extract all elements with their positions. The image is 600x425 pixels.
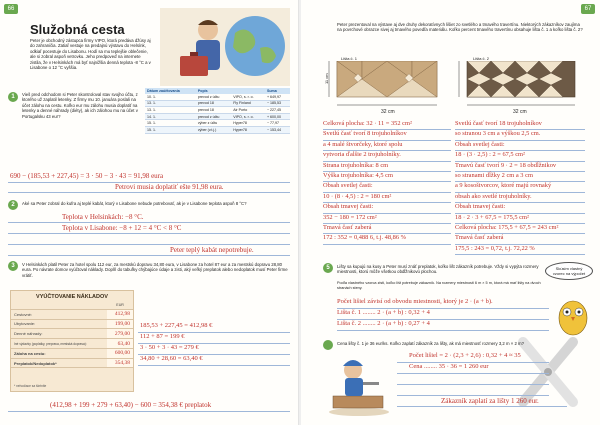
task2-text: Aké sa Peter zobral do kufra aj teplé kabát, ktorý v Lisabone nebude potrebovať, ak je v Lisabone teplota aspoň 8 °C?	[22, 201, 247, 206]
eur-header: EUR	[107, 302, 133, 309]
table-row	[145, 120, 290, 127]
row-value: 600,00	[107, 348, 133, 358]
row-value: 412,98	[107, 309, 133, 319]
final-answer: (412,98 + 199 + 279 + 63,40) − 600 = 354,38 € preplatok	[50, 401, 212, 409]
table-row	[11, 319, 133, 329]
cell: + 649,97	[265, 94, 290, 100]
solution-line: Obsah tmavej časti:	[323, 203, 374, 211]
table-row	[11, 309, 133, 319]
table-row	[11, 302, 133, 309]
solution-line: Obsah tmavej časti:	[455, 203, 506, 211]
solution-line: Tmavá časť zaberá	[455, 234, 504, 242]
task1-answer: Petrovi musia doplatiť ešte 91,98 eura.	[115, 183, 224, 191]
row-value: 279,00	[107, 329, 133, 339]
task5-line3: Lišta č. 2 ........ 2 · (a + b) : 0,27 + 4	[337, 320, 430, 327]
strip1-width: 32 cm	[381, 109, 395, 115]
solution-line: 18 · (3 · 2,5) : 2 = 67,5 cm²	[455, 151, 525, 159]
task6-line1: Počet lišiel = 2 · (2,3 + 2,6) : 0,32 + 4 ≈ 35	[409, 352, 521, 359]
solution-line: 172 : 352 = 0,488 6, t.j. 48,86 %	[323, 234, 406, 242]
cell: prevod 18	[196, 107, 231, 114]
speech-bubble: Skúsim vlastný vzorec na výpočet	[545, 262, 593, 280]
cell: − 153,44	[265, 126, 290, 133]
right-intro-text: Peter prezentoval na výstave aj dve druhy dekoratívnych lišiet zo svetlého a tmavého travertínu. Niektorých zákazníkov zaujíma na povrchové obrazce sivej aj tmavého povedľa materiálu. Koľko percent tmavého travertínu obsahuje lišta č. 1 a koľko lišta č. 2?	[337, 22, 583, 33]
solution-line: obsah ako svetlé trojuholníky.	[455, 192, 532, 200]
strip2-width: 32 cm	[513, 109, 527, 115]
task6-answer: Zákazník zaplatí za lišty 1 260 eur.	[441, 397, 539, 405]
traveler-photo	[160, 8, 290, 86]
col-amount: Suma	[265, 88, 290, 94]
task1-answer-calc: 690 − (185,53 + 227,45) = 3 · 50 − 3 · 43 = 91,98 eura	[10, 172, 164, 180]
cell: + 600,00	[265, 113, 290, 120]
task2-answer: Peter teplý kabát nepotrebuje.	[170, 246, 254, 254]
table-row	[11, 339, 133, 349]
page-title: Služobná cesta	[30, 22, 125, 37]
cell	[11, 302, 107, 309]
cell: 15. 1.	[145, 126, 196, 133]
table-row	[145, 100, 290, 107]
task2-line2: Teplota v Lisabone: −8 + 12 = 4 °C < 8 °C	[62, 224, 182, 232]
task5-line1: Počet lišiel závisí od obvodu miestnosti, ktorý je 2 · (a + b).	[337, 298, 493, 305]
row-label: Denné náhrady:	[11, 329, 107, 339]
answer-line	[8, 234, 290, 245]
cell: prevod z účtu	[196, 94, 231, 100]
task2-line1: Teplota v Helsinkách: −8 °C.	[62, 213, 144, 221]
cell: 15. 1.	[145, 120, 196, 127]
solution-line: so stranami dĺžky 2 cm a 3 cm	[455, 172, 533, 179]
cell: prevod 18	[196, 100, 231, 107]
row-value: 63,40	[107, 339, 133, 349]
strip1-height: 11 cm	[324, 73, 329, 84]
strip2-diagram	[453, 61, 583, 115]
solution-line: Celková plocha: 175,5 + 67,5 = 243 cm²	[455, 224, 559, 231]
task6-text: Cena lišty č. 1 je 36 eur/ks. Koľko zaplatí zákazník za lišty, ak má miestnosť rozmery 3,2 m × 2 m?	[337, 341, 525, 346]
table-row	[145, 113, 290, 120]
cell: 10. 1.	[145, 94, 196, 100]
right-page	[301, 0, 600, 425]
footnote: * nehodiace sa škrtnite	[14, 384, 47, 388]
answer-line	[397, 374, 549, 385]
row-label: Záloha na cestu:	[11, 348, 107, 358]
table-row	[11, 348, 133, 358]
task3-text: V Helsinkách platil Peter za hotel spolu 112 eur, za mestskú dopravu 34,80 eura, v Lisabone za hotel 87 eur a za mestskú dopravu 28,80 eura. Po návrate domov vyúčtoval náklady. Doplň do tabuľky chýbajúce údaje a zisti, aký veľký preplatok alebo nedoplatok musí Peter firme vrátiť.	[22, 262, 288, 278]
cell: 13. 1.	[145, 107, 196, 114]
answer-line	[8, 212, 290, 223]
task-number-2: 2	[8, 200, 18, 210]
cell: − 185,53	[265, 100, 290, 107]
col-date: Dátum zaúčtovania	[145, 88, 196, 94]
row-label: Preplatok/Nedoplatok*	[11, 358, 107, 368]
solution-line: a 9 kosoštvorcov, ktoré majú rovnaký	[455, 182, 552, 190]
expense-table	[11, 302, 133, 368]
cell: Hyper78	[231, 126, 265, 133]
strip1-label: Lišta č. 1	[341, 56, 358, 61]
task-number-3: 3	[8, 261, 18, 271]
expense-report-heading: VYÚČTOVANIE NÁKLADOV	[36, 294, 108, 300]
task-number-1: 1	[8, 92, 18, 102]
task5-line2: Lišta č. 1 ........ 2 · (a + b) : 0,32 + 4	[337, 309, 430, 316]
cell: Hyper78	[231, 120, 265, 127]
solution-line: a 4 malé štvorčeky, ktoré spolu	[323, 140, 403, 148]
cell: výber (v.t.j.)	[196, 126, 231, 133]
task1-text: Vieš pred odchodom si Peter skontroloval stav svojho účtu, z ktorého už zaplatil letenky. Z firmy mu 10. januára poslali na účet zálohu na cestu. Koľko eur mu zálohu musia doplatiť na letenky a denné náhrady (diéty), ak ich zálohou mu na účet v Portugalsku 43 eur?	[22, 92, 138, 119]
solution-line: 10 · (8 · 4,5) : 2 = 180 cm²	[323, 192, 392, 200]
solution-line: 352 − 180 = 172 cm²	[323, 213, 377, 221]
cell: prevod z účtu	[196, 113, 231, 120]
task5-text: Lišty sa kupujú na kusy a Peter musí znáť preplatok, koľko lišt zákazník potrebuje. Vždy si vypýta rozmery miestnosti, ktorú môže všetkou obdĺžnikovú plochou.	[337, 264, 539, 275]
cell: 14. 1.	[145, 113, 196, 120]
cell: − 227,45	[265, 107, 290, 114]
solution-line: Tmavá časť zaberá	[323, 224, 372, 231]
solution-line: 175,5 : 243 = 0,72, t.j. 72,22 %	[455, 244, 535, 252]
row-label: Cestovné:	[11, 309, 107, 319]
calc-line-2: 112 + 87 = 199 €	[140, 333, 185, 340]
solution-line: Strana trojuholníka: 8 cm	[323, 161, 389, 169]
cell: výber z účtu	[196, 120, 231, 127]
strip2-label: Lišta č. 2	[473, 56, 490, 61]
calc-line-4: 34,80 + 28,60 = 63,40 €	[140, 355, 203, 362]
calc-line-3: 3 · 50 + 3 · 43 = 279 €	[140, 344, 199, 351]
table-row	[145, 126, 290, 133]
cell: VIPO, s. r. o.	[231, 113, 265, 120]
solution-line: Celková plocha: 32 · 11 = 352 cm²	[323, 120, 412, 127]
strip1-diagram	[323, 61, 441, 115]
solution-line: Svetlú časť tvorí 8 trojuholníkov	[323, 130, 407, 138]
task-number-5: 5	[323, 263, 333, 273]
solution-line: vytvoria ďalšie 2 trojuholníky.	[323, 151, 401, 159]
cell: VIPO, s. r. o.	[231, 94, 265, 100]
cell: − 77,97	[265, 120, 290, 127]
task5-sub-a: Podľa vlastného vzorca zisti, koľko lišt potrebuje zákazník. Na rozmery miestnosti 6 m × 5 m, ktorá má mať lišty na dvoch stranách steny.	[337, 281, 541, 291]
page-number-left: 66	[4, 4, 18, 14]
worker-illustration	[323, 352, 393, 418]
answer-line	[397, 385, 549, 396]
owl-mascot	[553, 290, 593, 338]
cell: 13. 1.	[145, 100, 196, 107]
cell: Air Porto	[231, 107, 265, 114]
solution-line: so stranou 3 cm a výškou 2,5 cm.	[455, 130, 541, 138]
row-value: 199,00	[107, 319, 133, 329]
row-label: Ubytovanie:	[11, 319, 107, 329]
task6-line2: Cena ........ 35 · 36 = 1 260 eur	[409, 363, 489, 370]
table-row	[145, 107, 290, 114]
row-label: Iné výdavky (poplatky, preprava, mestská doprava):	[11, 339, 107, 349]
task-marker-6	[323, 340, 333, 350]
solution-line: Obsah svetlej časti:	[455, 140, 505, 148]
solution-line: Svetlú časť tvorí 18 trojuholníkov	[455, 120, 542, 127]
intro-text: Peter je obchodný zástupca firmy VIPO, ktorá predáva džúsy aj do zahraničia. Zatiaľ vestuje na predajnú výstavu do Helsínk, odkiaľ pocestuje do Lisabonu. Hodí sa mu teplejšie oblečenie, ale si zobral aspoň vetrovku. Jeho predpoveď na internete zistila, že v Helsinkách má byť najnižšia denná teplota -8 °C a v Lisabone o 12 °C vyššia.	[30, 38, 151, 71]
table-row	[11, 329, 133, 339]
page-number-right: 67	[581, 4, 595, 14]
expense-report-box	[10, 290, 134, 392]
solution-line: Obsah svetlej časti:	[323, 182, 373, 190]
left-page	[0, 0, 299, 425]
solution-line: Výška trojuholníka: 4,5 cm	[323, 172, 393, 179]
row-value: 354,38	[107, 358, 133, 368]
bank-statement-table	[145, 88, 290, 134]
table-row	[11, 358, 133, 368]
col-description: Popis	[196, 88, 265, 94]
solution-line: Tmavú časť tvorí 9 · 2 = 18 obdĺžnikov	[455, 161, 557, 169]
solution-line: 18 · 2 · 3 + 67,5 = 175,5 cm²	[455, 213, 529, 221]
calc-line-1: 185,53 + 227,45 = 412,98 €	[140, 322, 213, 329]
cell: Fly Finland	[231, 100, 265, 107]
